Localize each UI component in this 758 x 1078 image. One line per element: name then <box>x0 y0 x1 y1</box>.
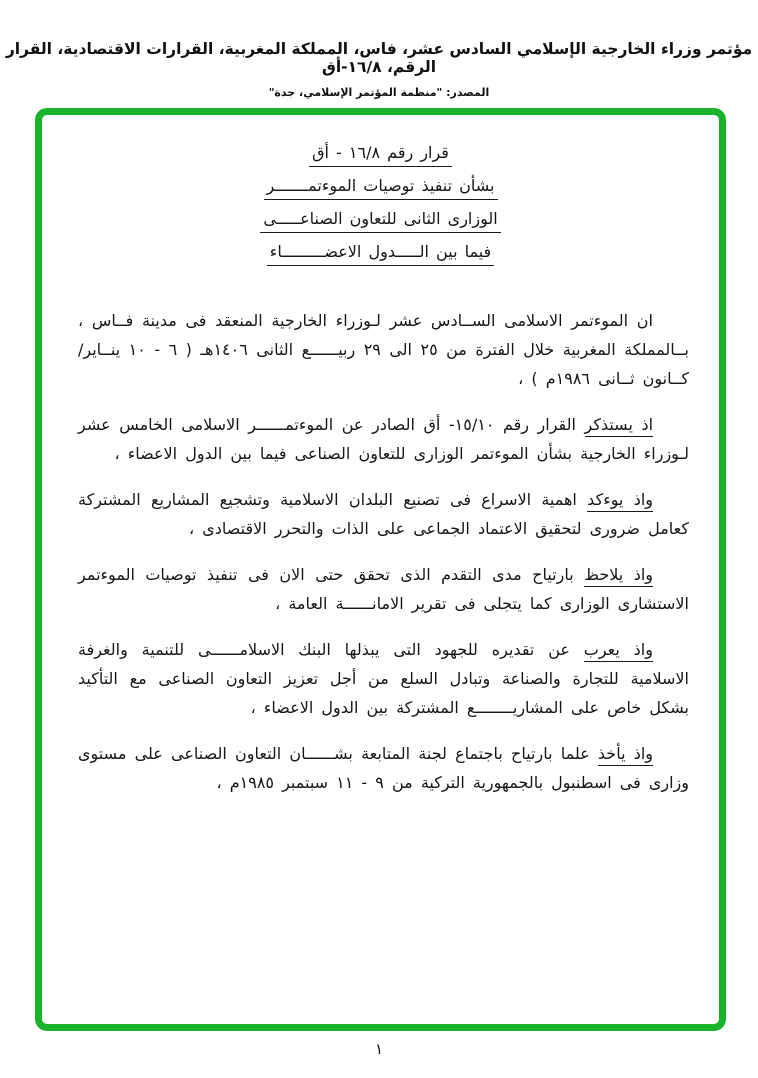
page-number: ١ <box>374 1040 384 1058</box>
paragraph-recalling <box>78 410 689 468</box>
header-source: المصدر: "منظمة المؤتمر الإسلامي، جدة" <box>268 86 490 99</box>
title-line-2: بشأن تنفيذ توصيات الموءتمـــــــر <box>264 176 498 200</box>
green-frame <box>35 108 726 1031</box>
paragraph-expressing <box>78 635 689 722</box>
resolution-title <box>42 115 719 266</box>
paragraph-lead: واذ يعرب <box>584 640 653 662</box>
paragraph-text: عن تقديره للجهود التى يبذلها البنك الاسلامــــــى للتنمية والغرفة الاسلامية للتجارة والصناعة وتبادل السلع من أجل تعزيز التعاون الصناعى مع التأكيد بشكل خاص على المشاريــــــــع المشتركة بين الدول الاعضاء ، <box>78 640 689 717</box>
title-line-3: الوزارى الثانى للتعاون الصناعـــــى <box>260 209 500 233</box>
paragraph-lead: واذ يلاحظ <box>584 565 653 587</box>
paragraph-preamble <box>78 306 689 393</box>
paragraph-lead: واذ يوءكد <box>587 490 653 512</box>
document-header <box>0 40 758 99</box>
paragraph-text: علما بارتياح باجتماع لجنة المتابعة بشــــــان التعاون الصناعى على مستوى وزارى فى اسطنبول بالجمهورية التركية من ٩ - ١١ سبتمبر ١٩٨٥م ، <box>78 744 689 792</box>
paragraph-lead: واذ يأخذ <box>598 744 653 766</box>
paragraph-affirming <box>78 485 689 543</box>
paragraph-noting <box>78 560 689 618</box>
title-line-4: فيما بين الـــــدول الاعضـــــــــاء <box>267 242 494 266</box>
paragraph-text: ان الموءتمر الاسلامى الســادس عشر لـوزراء الخارجية المنعقد فى مدينة فــاس ، بــالمملكة المغربية خلال الفترة من ٢٥ الى ٢٩ ربيــــــع الثانى ١٤٠٦هـ ( ٦ - ١٠ ينــاير/كــانون ثــانى ١٩٨٦م ) ، <box>78 311 690 388</box>
paragraph-text: القرار رقم ١٥/١٠- أق الصادر عن الموءتمــــــر الاسلامى الخامس عشر لـوزراء الخارجية بشأن الموءتمر الوزارى للتعاون الصناعى فيما بين الدول الاعضاء ، <box>78 415 689 463</box>
paragraph-lead: اذ يستذكر <box>585 415 654 437</box>
paragraph-text: اهمية الاسراع فى تصنيع البلدان الاسلامية وتشجيع المشاريع المشتركة كعامل ضرورى لتحقيق الاعتماد الجماعى على الذات والتحرر الاقتصادى ، <box>78 490 689 538</box>
resolution-body <box>42 306 719 797</box>
paragraph-text: بارتياح مدى التقدم الذى تحقق حتى الان فى تنفيذ توصيات الموءتمر الاستشارى الوزارى كما يتجلى فى تقرير الامانــــــة العامة ، <box>78 565 689 613</box>
paragraph-taking-note <box>78 739 689 797</box>
header-citation: مؤتمر وزراء الخارجية الإسلامي السادس عشر، فاس، المملكة المغربية، القرارات الاقتصادية، القرار الرقم، ١٦/٨-أق <box>5 40 753 76</box>
title-line-1: قرار رقم ١٦/٨ - أق <box>309 143 452 167</box>
